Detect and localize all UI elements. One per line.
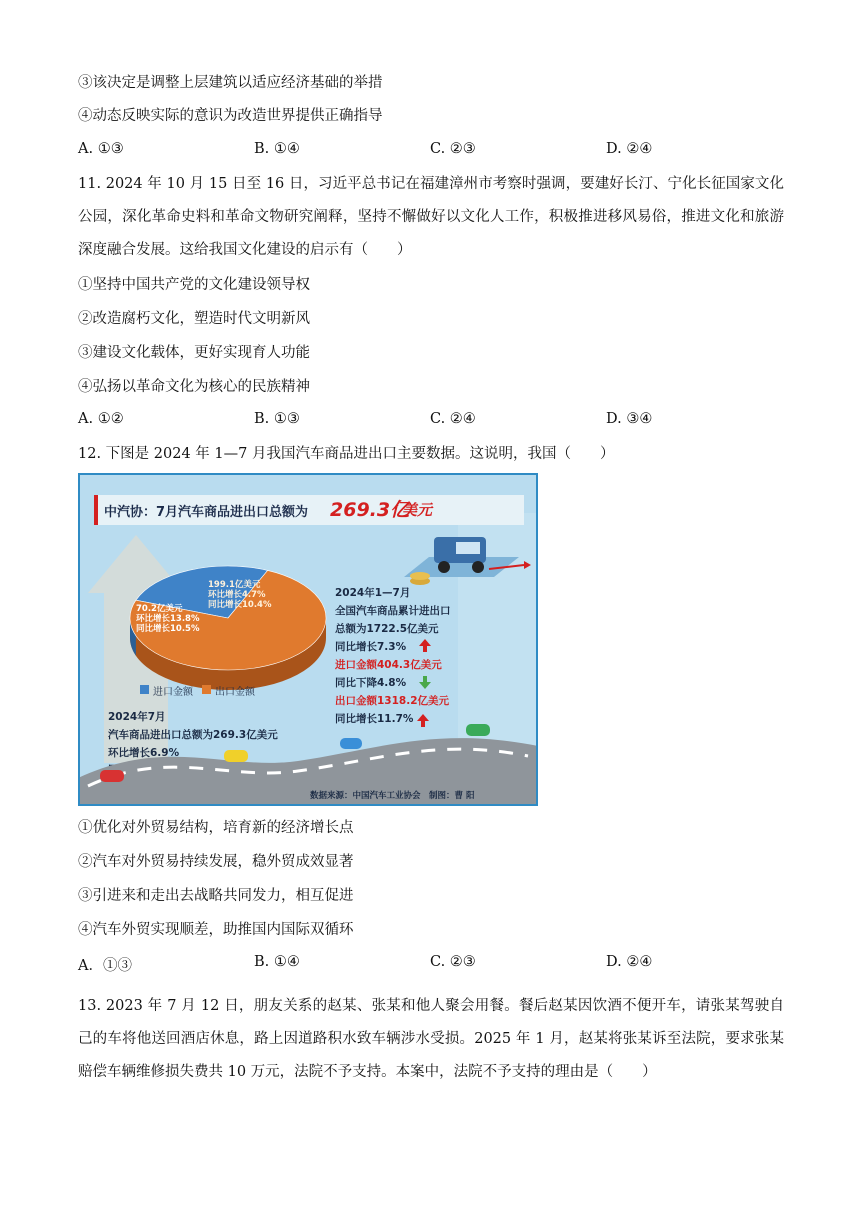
month-total: 汽车商品进出口总额为269.3亿美元 [108,729,278,741]
infographic-title-unit: 美元 [402,501,433,519]
export-mom: 环比增长4.7% [208,590,266,600]
q11-item-1: ①坚持中国共产党的文化建设领导权 [78,277,310,293]
q11-item-4: ④弘扬以革命文化为核心的民族精神 [78,379,310,395]
cumulative-total: 总额为1722.5亿美元 [335,623,439,635]
q12-item-1: ①优化对外贸易结构，培育新的经济增长点 [78,820,354,836]
import-value: 70.2亿美元 [136,604,183,614]
month-label: 2024年7月 [108,711,166,723]
q10-option-a[interactable]: A. ①③ [78,141,124,157]
q12-option-c[interactable]: C. ②③ [430,954,476,970]
q12-stem: 12. 下图是 2024 年 1—7 月我国汽车商品进出口主要数据。这说明，我国（ ） [78,446,615,462]
q11-item-2: ②改造腐朽文化，塑造时代文明新风 [78,311,310,327]
q11-stem: 11. 2024 年 10 月 15 日至 16 日，习近平总书记在福建漳州市考察时强调，要建好长汀、宁化长征国家文化公园，深化革命史料和革命文物研究阐释，坚持不懈做好以文化人工作，积极推进移风易俗，推进文化和旅游深度融合发展。这给我国文化建设的启示有（ ） [78,176,784,258]
q11-options [78,411,784,431]
source-note: 数据来源：中国汽车工业协会 制图：曹 阳 [310,791,475,801]
q10-options [78,141,784,161]
infographic-title-number: 269.3亿 [330,499,410,521]
q13-stem: 13. 2023 年 7 月 12 日，朋友关系的赵某、张某和他人聚会用餐。餐后赵某因饮酒不便开车，请张某驾驶自己的车将他送回酒店休息，路上因道路积水致车辆涉水受损。2025 年 1 月，赵某将张某诉至法院，要求张某赔偿车辆维修损失费共 10 万元，法院不予支持。本案中，法院不予支持的理由是（ ） [78,998,784,1080]
q11-item-3: ③建设文化载体，更好实现育人功能 [78,345,310,361]
q10-item-4: ④动态反映实际的意识为改造世界提供正确指导 [78,108,383,124]
q12-item-2: ②汽车对外贸易持续发展，稳外贸成效显著 [78,854,354,870]
q10-option-d[interactable]: D. ②④ [606,141,653,157]
infographic-border [78,473,538,806]
legend-import-label: 进口金额 [153,687,193,698]
export-yoy: 同比增长10.4% [208,600,272,610]
import-total: 进口金额404.3亿美元 [335,659,442,671]
legend-export-label: 出口金额 [215,687,255,698]
trade-infographic [78,473,538,806]
import-yoy: 同比增长10.5% [136,624,200,634]
period-label: 2024年1—7月 [335,587,411,599]
q11-option-a[interactable]: A. ①② [78,411,124,427]
q12-item-3: ③引进来和走出去战略共同发力，相互促进 [78,888,354,904]
infographic-title: 中汽协：7月汽车商品进出口总额为 [104,505,309,520]
month-mom: 环比增长6.9% [108,747,180,759]
export-total: 出口金额1318.2亿美元 [335,695,450,707]
q10-option-c[interactable]: C. ②③ [430,141,476,157]
q11-option-c[interactable]: C. ②④ [430,411,476,427]
q12-item-4: ④汽车外贸实现顺差，助推国内国际双循环 [78,922,354,938]
q12-options [78,954,784,974]
q10-option-b[interactable]: B. ①④ [254,141,300,157]
cumulative-total-yoy: 同比增长7.3% [335,641,407,653]
q12-option-b[interactable]: B. ①④ [254,954,300,970]
q12-option-a[interactable]: A．①③ [78,958,132,974]
q11-option-b[interactable]: B. ①③ [254,411,300,427]
export-value: 199.1亿美元 [208,580,261,590]
q12-option-d[interactable]: D. ②④ [606,954,653,970]
import-mom: 环比增长13.8% [136,614,200,624]
q11-option-d[interactable]: D. ③④ [606,411,653,427]
import-total-yoy: 同比下降4.8% [335,677,407,689]
q10-item-3: ③该决定是调整上层建筑以适应经济基础的举措 [78,75,383,91]
cumulative-line-1: 全国汽车商品累计进出口 [335,605,451,617]
export-total-yoy: 同比增长11.7% [335,713,414,725]
